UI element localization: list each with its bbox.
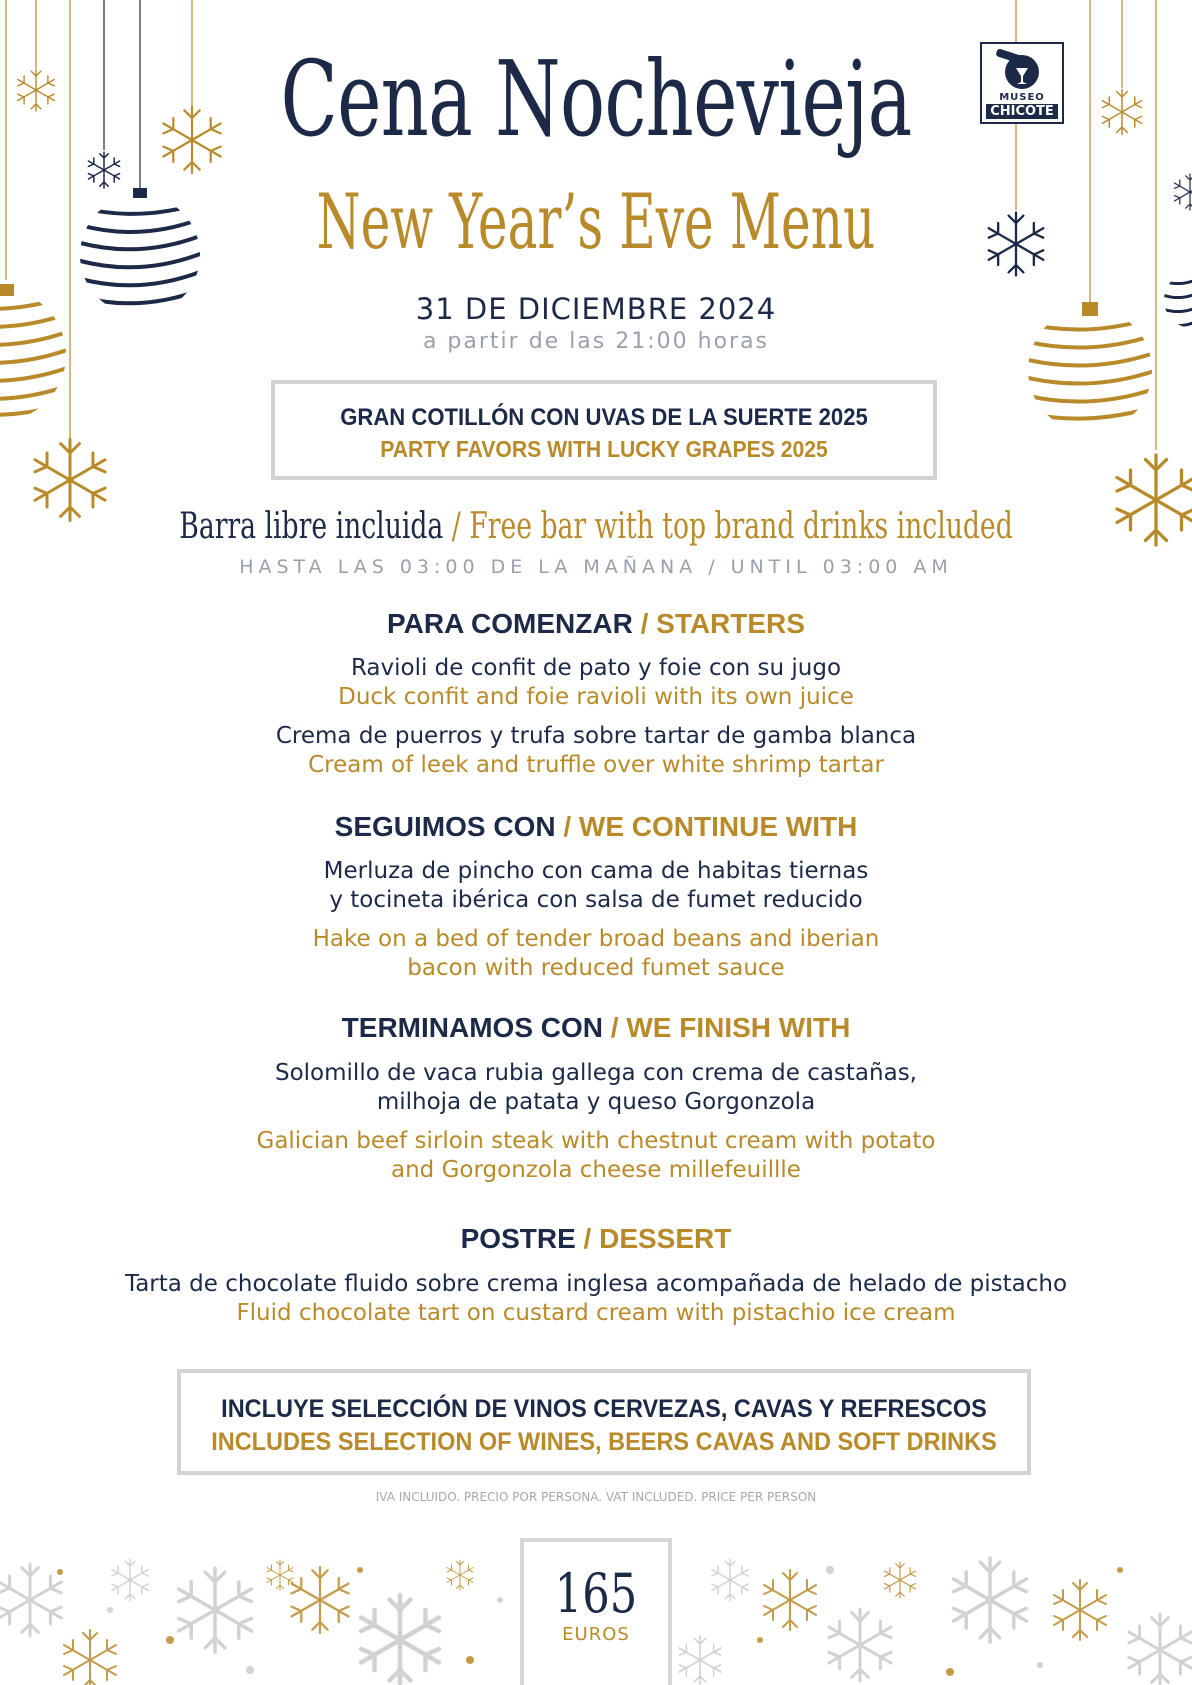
section-title-es: PARA COMENZAR	[387, 608, 633, 639]
party-favors-en: PARTY FAVORS WITH LUCKY GRAPES 2025	[380, 436, 828, 462]
dish-en: bacon with reduced fumet sauce	[407, 955, 785, 981]
dish-en: Fluid chocolate tart on custard cream with pistachio ice cream	[236, 1300, 956, 1326]
section-title-es: SEGUIMOS CON	[334, 811, 556, 842]
dish-es: Merluza de pincho con cama de habitas tiernas	[323, 858, 869, 884]
event-time: a partir de las 21:00 horas	[422, 329, 770, 354]
title-english: New Year’s Eve Menu	[316, 177, 876, 266]
section-title-es: TERMINAMOS CON	[341, 1012, 603, 1043]
dish-en: Galician beef sirloin steak with chestnut cream with potato	[256, 1128, 936, 1154]
section-title-finish	[0, 1012, 1192, 1044]
section-title-en: / DESSERT	[583, 1223, 732, 1254]
free-bar-separator: /	[443, 506, 470, 547]
dish-es: Solomillo de vaca rubia gallega con crema de castañas,	[275, 1060, 917, 1086]
section-title-dessert	[0, 1223, 1192, 1255]
section-title-es: POSTRE	[460, 1223, 576, 1254]
logo-line-1: MUSEO	[999, 92, 1045, 103]
drinks-included-en: INCLUDES SELECTION OF WINES, BEERS CAVAS AND SOFT DRINKS	[211, 1428, 997, 1456]
drinks-included-es: INCLUYE SELECCIÓN DE VINOS CERVEZAS, CAVAS Y REFRESCOS	[221, 1395, 987, 1423]
price-box	[520, 1538, 672, 1685]
dish-es: y tocineta ibérica con salsa de fumet reducido	[329, 887, 863, 913]
price-currency: EUROS	[562, 1624, 630, 1645]
dish-es: Tarta de chocolate fluido sobre crema inglesa acompañada de helado de pistacho	[124, 1271, 1068, 1297]
free-bar-line	[155, 506, 1037, 547]
free-bar-en: Free bar with top brand drinks included	[469, 506, 1013, 547]
vat-note: IVA INCLUIDO. PRECIO POR PERSONA. VAT INCLUDED. PRICE PER PERSON	[375, 1490, 817, 1504]
free-bar-es: Barra libre incluida	[179, 506, 444, 547]
section-title-en: / WE FINISH WITH	[610, 1012, 851, 1043]
dish-es: milhoja de patata y queso Gorgonzola	[376, 1089, 816, 1115]
event-date: 31 DE DICIEMBRE 2024	[415, 292, 777, 326]
logo-line-2: CHICOTE	[986, 104, 1058, 119]
section-title-en: / STARTERS	[640, 608, 805, 639]
party-favors-box	[271, 380, 937, 480]
section-title-starters	[0, 608, 1192, 640]
free-bar-until: HASTA LAS 03:00 DE LA MAÑANA / UNTIL 03:00 AM	[239, 556, 953, 578]
price-amount: 165	[554, 1562, 638, 1625]
dish-en: Cream of leek and truffle over white shrimp tartar	[308, 752, 884, 778]
dish-es: Crema de puerros y trufa sobre tartar de gamba blanca	[275, 723, 917, 749]
dish-es: Ravioli de confit de pato y foie con su jugo	[350, 655, 842, 681]
dish-en: and Gorgonzola cheese millefeuillle	[391, 1157, 801, 1183]
title-spanish: Cena Nochevieja	[280, 38, 912, 160]
section-title-en: / WE CONTINUE WITH	[563, 811, 858, 842]
party-favors-es: GRAN COTILLÓN CON UVAS DE LA SUERTE 2025	[340, 404, 868, 431]
drinks-included-box	[177, 1369, 1031, 1475]
dish-en: Duck confit and foie ravioli with its own juice	[338, 684, 854, 710]
dish-en: Hake on a bed of tender broad beans and iberian	[312, 926, 880, 952]
section-title-continue	[0, 811, 1192, 843]
